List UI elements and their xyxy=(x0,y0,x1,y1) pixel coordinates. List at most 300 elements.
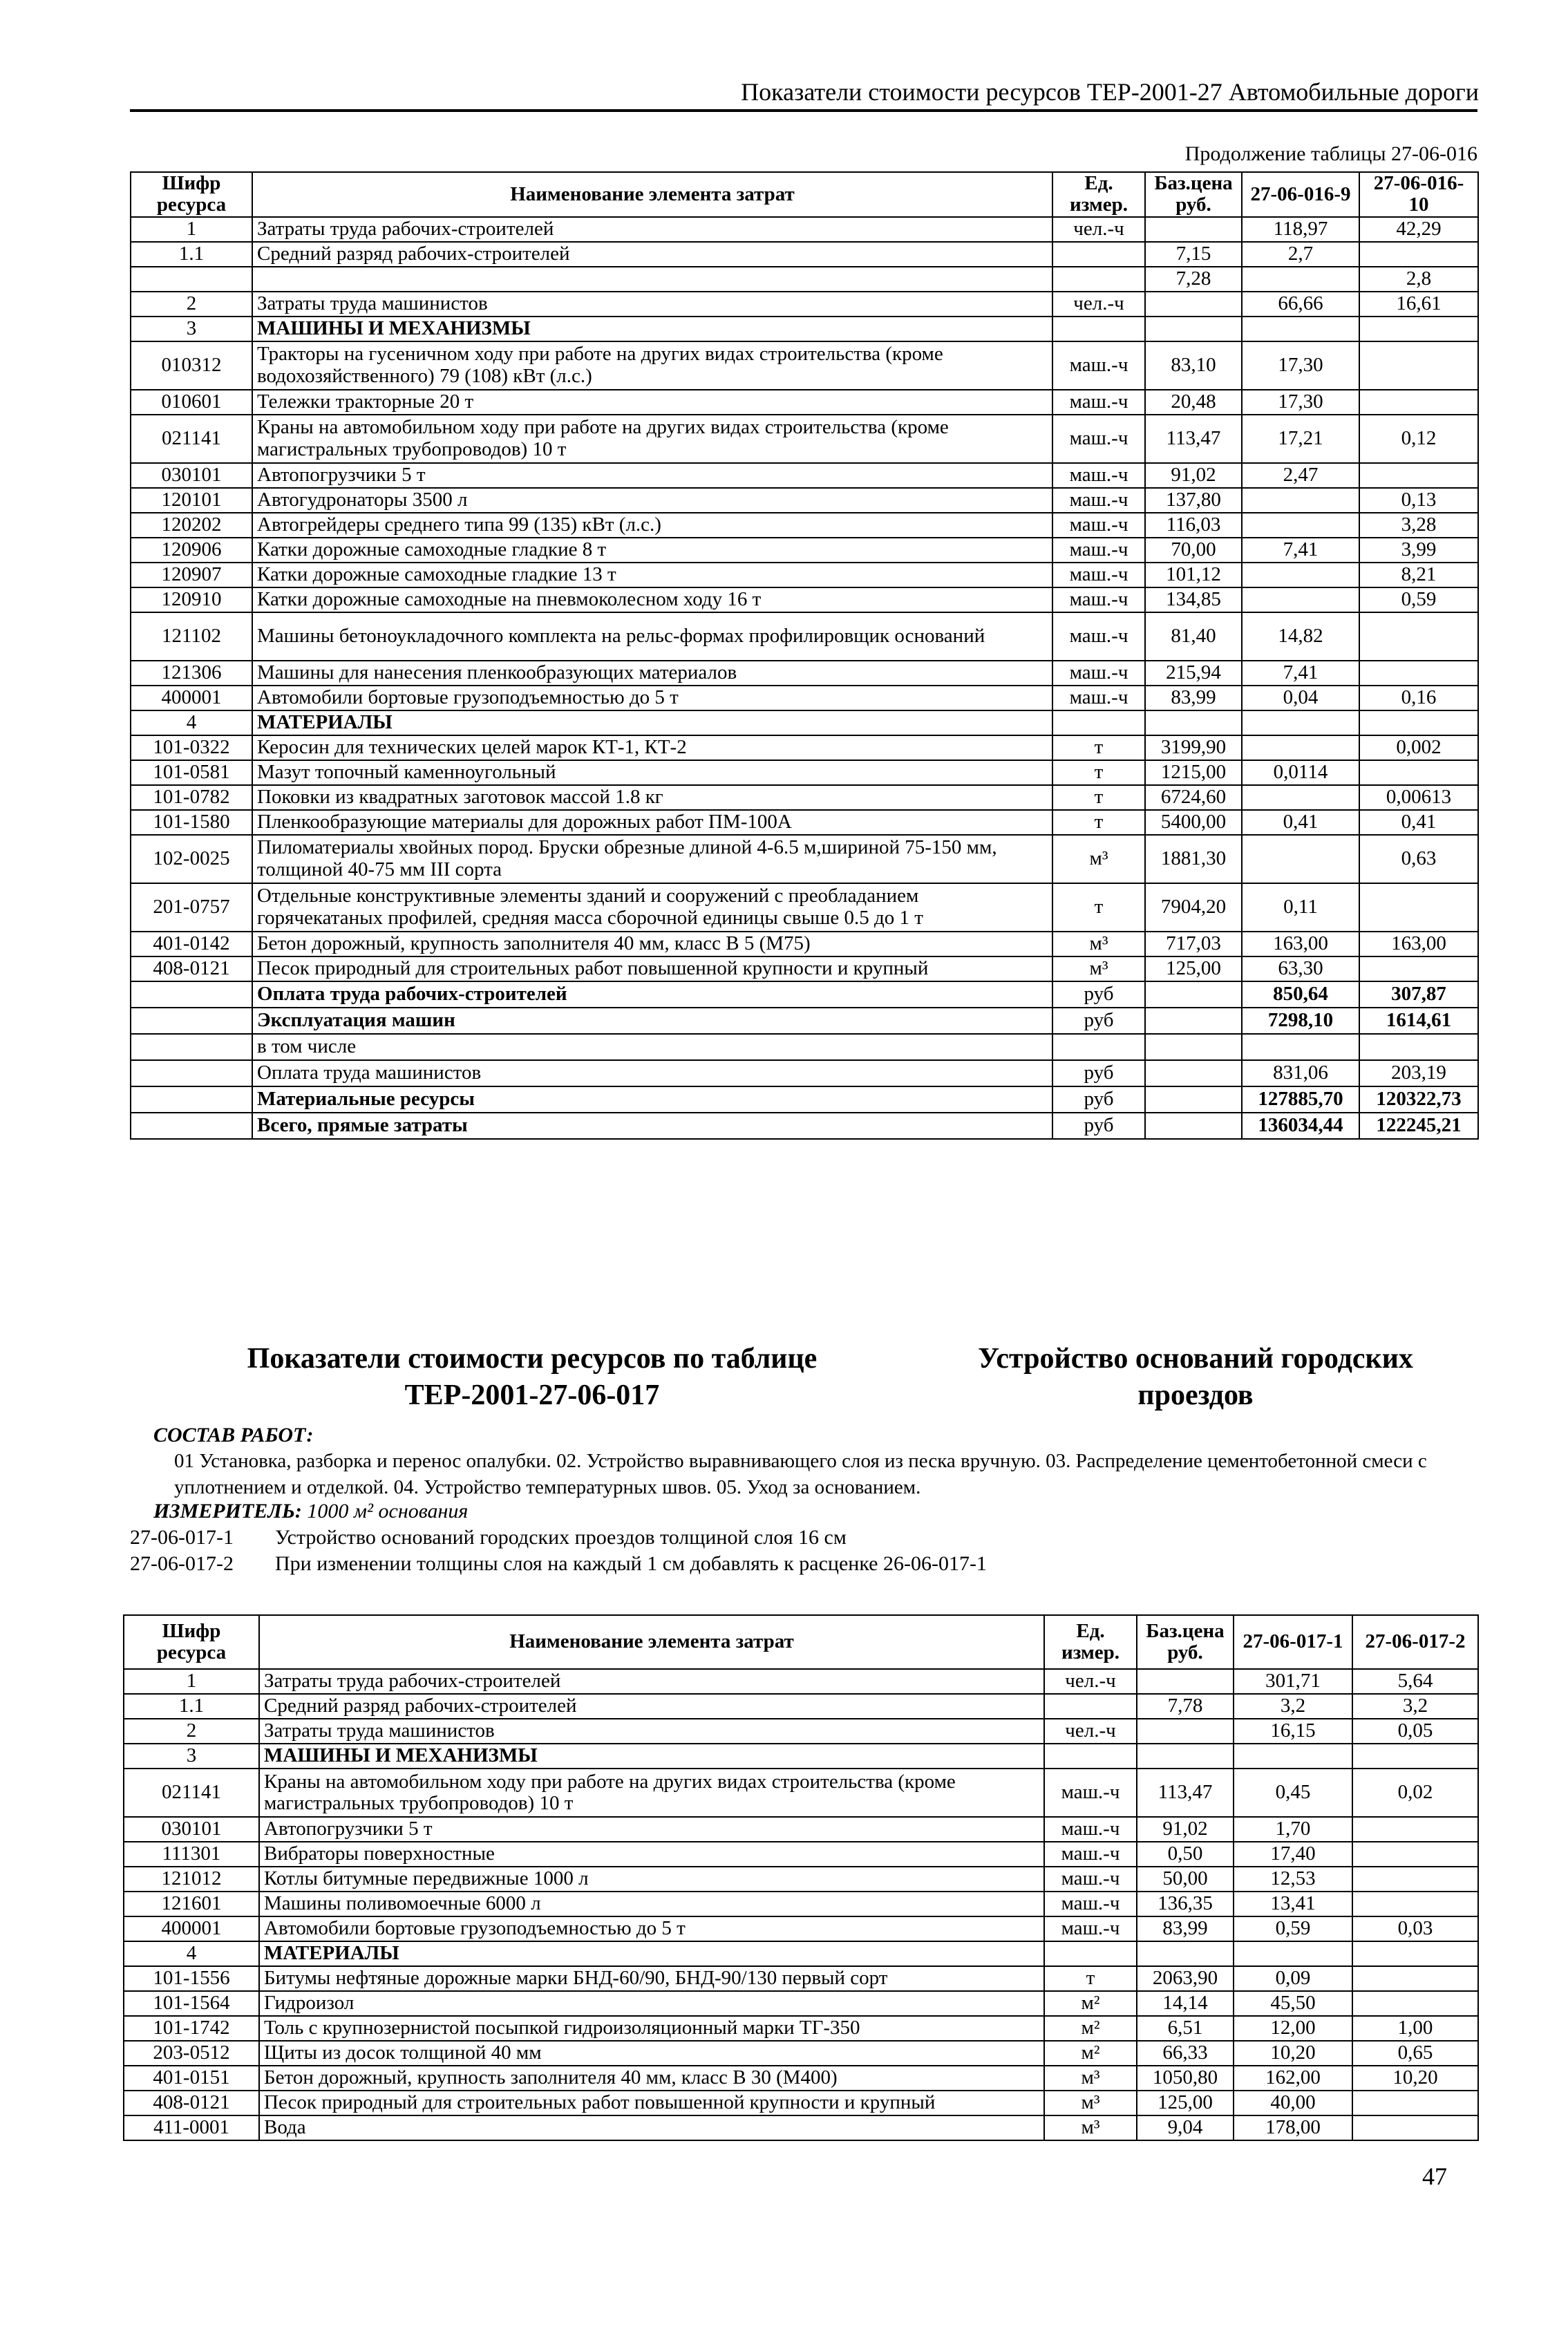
table-row xyxy=(131,513,1478,538)
header-name: Наименование элемента затрат xyxy=(252,172,1052,217)
cell-rate-a xyxy=(1242,710,1359,735)
cell-unit xyxy=(1052,267,1145,292)
cell-name: Катки дорожные самоходные гладкие 13 т xyxy=(252,563,1052,587)
table-row xyxy=(124,1842,1478,1867)
cell-unit xyxy=(1052,317,1145,341)
cell-rate-b: 10,20 xyxy=(1352,2066,1478,2091)
cell-unit: т xyxy=(1044,1966,1137,1991)
page-number: 47 xyxy=(1422,2162,1447,2190)
cell-rate-b xyxy=(1352,1966,1478,1991)
cell-rate-b: 120322,73 xyxy=(1359,1086,1478,1113)
table-row xyxy=(124,1719,1478,1744)
resource-table-27-06-017 xyxy=(123,1614,1479,2141)
cell-rate-b: 2,8 xyxy=(1359,267,1478,292)
measure-line xyxy=(153,1500,468,1523)
cell-base-price: 3199,90 xyxy=(1145,735,1242,760)
table-body xyxy=(124,1669,1478,2140)
cell-rate-a xyxy=(1234,1941,1352,1966)
cell-rate-b: 0,59 xyxy=(1359,587,1478,612)
cell-name: Машины для нанесения пленкообразующих материалов xyxy=(252,661,1052,686)
table-row xyxy=(124,1817,1478,1842)
cell-rate-a: 0,04 xyxy=(1242,686,1359,710)
cell-rate-b xyxy=(1359,317,1478,341)
table-row xyxy=(131,538,1478,563)
cell-rate-a: 136034,44 xyxy=(1242,1113,1359,1139)
cell-code: 021141 xyxy=(131,415,252,463)
cell-base-price: 6,51 xyxy=(1137,2016,1234,2041)
cell-rate-a: 301,71 xyxy=(1234,1669,1352,1694)
header-unit: Ед. измер. xyxy=(1052,172,1145,217)
cell-total-name: Оплата труда рабочих-строителей xyxy=(252,981,1052,1008)
cell-unit: маш.-ч xyxy=(1052,488,1145,513)
cell-unit xyxy=(1052,1034,1145,1060)
cell-code: 401-0151 xyxy=(124,2066,259,2091)
cell-rate-a xyxy=(1242,563,1359,587)
rate-code: 27-06-017-2 xyxy=(130,1552,234,1575)
cell-name: Автомобили бортовые грузоподъемностью до 5 т xyxy=(259,1916,1044,1941)
cell-code: 3 xyxy=(131,317,252,341)
section-subtitle: Устройство оснований городских проездов xyxy=(978,1343,1413,1411)
cell-code: 120907 xyxy=(131,563,252,587)
cell-rate-a: 1,70 xyxy=(1234,1817,1352,1842)
cell-name: Мазут топочный каменноугольный xyxy=(252,760,1052,785)
cell-unit: чел.-ч xyxy=(1052,292,1145,317)
cell-rate-b xyxy=(1352,1867,1478,1892)
cell-rate-b xyxy=(1359,1034,1478,1060)
header-rate-a: 27-06-017-1 xyxy=(1234,1615,1352,1669)
table-row xyxy=(131,415,1478,463)
cell-base-price: 101,12 xyxy=(1145,563,1242,587)
cell-unit: маш.-ч xyxy=(1052,341,1145,390)
cell-rate-b: 8,21 xyxy=(1359,563,1478,587)
cell-code: 1 xyxy=(124,1669,259,1694)
cell-code: 121601 xyxy=(124,1892,259,1916)
table-row xyxy=(131,242,1478,267)
cell-rate-a: 12,00 xyxy=(1234,2016,1352,2041)
cell-unit: руб xyxy=(1052,981,1145,1008)
cell-rate-b: 0,41 xyxy=(1359,810,1478,835)
table-row xyxy=(124,1991,1478,2016)
table-row xyxy=(131,463,1478,488)
header-rate-b: 27-06-017-2 xyxy=(1352,1615,1478,1669)
table-body xyxy=(131,217,1478,981)
cell-name: Щиты из досок толщиной 40 мм xyxy=(259,2041,1044,2066)
cell-base-price: 134,85 xyxy=(1145,587,1242,612)
table-row xyxy=(124,1867,1478,1892)
cell-base-price: 83,10 xyxy=(1145,341,1242,390)
cell-empty xyxy=(131,1008,252,1034)
cell-code: 408-0121 xyxy=(131,956,252,981)
rate-code: 27-06-017-1 xyxy=(130,1526,234,1549)
page-header-title: Показатели стоимости ресурсов ТЕР-2001-27 Автомобильные дороги xyxy=(741,78,1479,106)
cell-code: 030101 xyxy=(131,463,252,488)
cell-base-price: 5400,00 xyxy=(1145,810,1242,835)
cell-code: 4 xyxy=(131,710,252,735)
table-row xyxy=(131,217,1478,242)
cell-unit: маш.-ч xyxy=(1052,415,1145,463)
measure-value: 1000 м² основания xyxy=(307,1500,469,1522)
cell-code: 1 xyxy=(131,217,252,242)
cell-empty xyxy=(1145,1034,1242,1060)
cell-unit xyxy=(1044,1694,1137,1719)
cell-name: Гидроизол xyxy=(259,1991,1044,2016)
cell-base-price: 7904,20 xyxy=(1145,883,1242,932)
cell-base-price: 2063,90 xyxy=(1137,1966,1234,1991)
cell-code: 400001 xyxy=(131,686,252,710)
cell-rate-b: 3,2 xyxy=(1352,1694,1478,1719)
cell-code: 030101 xyxy=(124,1817,259,1842)
cell-rate-a: 17,30 xyxy=(1242,390,1359,415)
cell-rate-b: 3,28 xyxy=(1359,513,1478,538)
cell-rate-a xyxy=(1242,587,1359,612)
table-row xyxy=(124,1669,1478,1694)
cell-name: Автогудронаторы 3500 л xyxy=(252,488,1052,513)
table-row xyxy=(131,317,1478,341)
cell-rate-a: 178,00 xyxy=(1234,2115,1352,2140)
cell-unit: маш.-ч xyxy=(1052,538,1145,563)
cell-unit: маш.-ч xyxy=(1044,1867,1137,1892)
cell-total-name: Всего, прямые затраты xyxy=(252,1113,1052,1139)
cell-rate-a: 3,2 xyxy=(1234,1694,1352,1719)
cell-code: 3 xyxy=(124,1744,259,1769)
cell-rate-a xyxy=(1242,317,1359,341)
cell-name: Затраты труда рабочих-строителей xyxy=(259,1669,1044,1694)
cell-rate-a: 0,59 xyxy=(1234,1916,1352,1941)
cell-rate-a: 16,15 xyxy=(1234,1719,1352,1744)
cell-unit: руб xyxy=(1052,1113,1145,1139)
cell-rate-a xyxy=(1242,735,1359,760)
cell-rate-a: 0,41 xyxy=(1242,810,1359,835)
cell-rate-b: 3,99 xyxy=(1359,538,1478,563)
cell-rate-a: 831,06 xyxy=(1242,1060,1359,1086)
cell-base-price: 113,47 xyxy=(1137,1769,1234,1817)
cell-unit: м³ xyxy=(1044,2091,1137,2115)
cell-base-price: 70,00 xyxy=(1145,538,1242,563)
cell-empty xyxy=(1145,981,1242,1008)
cell-code: 201-0757 xyxy=(131,883,252,932)
cell-code: 400001 xyxy=(124,1916,259,1941)
cell-base-price: 83,99 xyxy=(1145,686,1242,710)
cell-rate-a: 17,40 xyxy=(1234,1842,1352,1867)
table-row xyxy=(131,390,1478,415)
cell-empty xyxy=(131,1086,252,1113)
cell-unit: маш.-ч xyxy=(1052,563,1145,587)
table-row xyxy=(124,1769,1478,1817)
cell-rate-b xyxy=(1352,1991,1478,2016)
cell-rate-a: 0,11 xyxy=(1242,883,1359,932)
cell-rate-a: 0,0114 xyxy=(1242,760,1359,785)
rate-text: При изменении толщины слоя на каждый 1 см добавлять к расценке 26-06-017-1 xyxy=(275,1552,987,1575)
rate-line-2 xyxy=(130,1552,987,1576)
cell-rate-b: 122245,21 xyxy=(1359,1113,1478,1139)
cell-code: 2 xyxy=(131,292,252,317)
cell-rate-b: 0,65 xyxy=(1352,2041,1478,2066)
table-row xyxy=(124,1916,1478,1941)
cell-rate-a xyxy=(1242,1034,1359,1060)
cell-code: 021141 xyxy=(124,1769,259,1817)
cell-name: Толь с крупнозернистой посыпкой гидроизоляционный марки ТГ-350 xyxy=(259,2016,1044,2041)
cell-code: 101-1556 xyxy=(124,1966,259,1991)
cell-name: Автопогрузчики 5 т xyxy=(259,1817,1044,1842)
cell-unit xyxy=(1044,1744,1137,1769)
cell-unit xyxy=(1052,710,1145,735)
header-code: Шифр ресурса xyxy=(124,1615,259,1669)
cell-total-name: Оплата труда машинистов xyxy=(252,1060,1052,1086)
cell-empty xyxy=(131,981,252,1008)
cell-unit: м³ xyxy=(1052,835,1145,883)
table-row xyxy=(131,956,1478,981)
cell-base-price xyxy=(1145,317,1242,341)
cell-unit xyxy=(1052,242,1145,267)
cell-rate-b xyxy=(1352,1842,1478,1867)
cell-total-name: Эксплуатация машин xyxy=(252,1008,1052,1034)
composition-label: СОСТАВ РАБОТ: xyxy=(153,1424,314,1446)
cell-name: МАШИНЫ И МЕХАНИЗМЫ xyxy=(252,317,1052,341)
cell-rate-a: 17,21 xyxy=(1242,415,1359,463)
cell-code: 1.1 xyxy=(124,1694,259,1719)
table-row xyxy=(131,267,1478,292)
cell-unit: м³ xyxy=(1044,2066,1137,2091)
cell-name: Песок природный для строительных работ повышенной крупности и крупный xyxy=(252,956,1052,981)
cell-name: МАТЕРИАЛЫ xyxy=(252,710,1052,735)
cell-unit: м² xyxy=(1044,1991,1137,2016)
cell-rate-a xyxy=(1242,488,1359,513)
header-rate-b: 27-06-016-10 xyxy=(1359,172,1478,217)
cell-rate-b: 5,64 xyxy=(1352,1669,1478,1694)
cell-name: Автогрейдеры среднего типа 99 (135) кВт (л.с.) xyxy=(252,513,1052,538)
table-totals xyxy=(131,981,1478,1139)
cell-rate-a: 2,47 xyxy=(1242,463,1359,488)
cell-unit: маш.-ч xyxy=(1044,1842,1137,1867)
cell-name: Средний разряд рабочих-строителей xyxy=(259,1694,1044,1719)
cell-code: 2 xyxy=(124,1719,259,1744)
cell-code: 102-0025 xyxy=(131,835,252,883)
cell-name xyxy=(252,267,1052,292)
cell-name: Краны на автомобильном ходу при работе на других видах строительства (кроме магистральных трубопроводов) 10 т xyxy=(259,1769,1044,1817)
cell-base-price xyxy=(1145,292,1242,317)
table-row xyxy=(131,785,1478,810)
cell-unit: маш.-ч xyxy=(1044,1817,1137,1842)
cell-rate-b: 307,87 xyxy=(1359,981,1478,1008)
cell-base-price: 7,15 xyxy=(1145,242,1242,267)
cell-base-price xyxy=(1137,1669,1234,1694)
cell-name: Затраты труда рабочих-строителей xyxy=(252,217,1052,242)
cell-name: Керосин для технических целей марок КТ-1, КТ-2 xyxy=(252,735,1052,760)
cell-rate-a: 127885,70 xyxy=(1242,1086,1359,1113)
cell-base-price: 125,00 xyxy=(1145,956,1242,981)
table-row xyxy=(131,563,1478,587)
header-code: Шифр ресурса xyxy=(131,172,252,217)
cell-rate-b xyxy=(1359,612,1478,661)
cell-total-name: в том числе xyxy=(252,1034,1052,1060)
table-row xyxy=(131,810,1478,835)
cell-rate-b xyxy=(1352,1892,1478,1916)
cell-rate-a: 45,50 xyxy=(1234,1991,1352,2016)
cell-rate-b xyxy=(1359,883,1478,932)
cell-rate-b: 0,05 xyxy=(1352,1719,1478,1744)
cell-rate-a: 12,53 xyxy=(1234,1867,1352,1892)
cell-rate-b xyxy=(1352,2091,1478,2115)
cell-rate-b: 203,19 xyxy=(1359,1060,1478,1086)
cell-unit: т xyxy=(1052,810,1145,835)
cell-rate-b xyxy=(1352,1744,1478,1769)
composition-text: 01 Установка, разборка и перенос опалубки. 02. Устройство выравнивающего слоя из песка вручную. 03. Распределение цементобетонной смеси с уплотнением и отделкой. 04. Устройство температурных швов. 05. Уход за основанием. xyxy=(174,1450,1427,1498)
cell-base-price: 113,47 xyxy=(1145,415,1242,463)
cell-unit: чел.-ч xyxy=(1052,217,1145,242)
cell-unit: маш.-ч xyxy=(1052,587,1145,612)
cell-rate-b: 0,16 xyxy=(1359,686,1478,710)
cell-base-price: 91,02 xyxy=(1145,463,1242,488)
cell-unit: т xyxy=(1052,785,1145,810)
cell-unit: м³ xyxy=(1044,2115,1137,2140)
table-row xyxy=(124,1892,1478,1916)
table-row xyxy=(131,710,1478,735)
cell-unit xyxy=(1044,1941,1137,1966)
cell-base-price: 50,00 xyxy=(1137,1867,1234,1892)
cell-rate-b: 42,29 xyxy=(1359,217,1478,242)
cell-code: 010312 xyxy=(131,341,252,390)
totals-row xyxy=(131,1086,1478,1113)
table-row xyxy=(131,883,1478,932)
cell-empty xyxy=(131,1060,252,1086)
cell-rate-a xyxy=(1242,785,1359,810)
cell-name: Отдельные конструктивные элементы зданий и сооружений с преобладанием горячекатаных профилей, средняя масса сборочной единицы свыше 0.5 до 1 т xyxy=(252,883,1052,932)
cell-name: Бетон дорожный, крупность заполнителя 40 мм, класс В 5 (М75) xyxy=(252,932,1052,956)
cell-code: 4 xyxy=(124,1941,259,1966)
cell-rate-a xyxy=(1242,835,1359,883)
table-row xyxy=(124,2091,1478,2115)
cell-empty xyxy=(1145,1086,1242,1113)
cell-rate-b: 0,02 xyxy=(1352,1769,1478,1817)
table-row xyxy=(124,2066,1478,2091)
cell-base-price: 7,78 xyxy=(1137,1694,1234,1719)
cell-rate-b xyxy=(1352,1817,1478,1842)
cell-code: 408-0121 xyxy=(124,2091,259,2115)
header-unit: Ед. измер. xyxy=(1044,1615,1137,1669)
cell-rate-a: 0,09 xyxy=(1234,1966,1352,1991)
cell-code: 120906 xyxy=(131,538,252,563)
cell-rate-a: 850,64 xyxy=(1242,981,1359,1008)
header-base-price: Баз.цена руб. xyxy=(1145,172,1242,217)
cell-unit: м² xyxy=(1044,2016,1137,2041)
cell-rate-a: 7,41 xyxy=(1242,661,1359,686)
cell-unit: маш.-ч xyxy=(1044,1916,1137,1941)
table-row xyxy=(131,612,1478,661)
table-continuation-label: Продолжение таблицы 27-06-016 xyxy=(1184,142,1477,165)
table-header-row xyxy=(131,172,1478,217)
cell-code: 203-0512 xyxy=(124,2041,259,2066)
cell-rate-a: 162,00 xyxy=(1234,2066,1352,2091)
cell-code: 101-1580 xyxy=(131,810,252,835)
cell-rate-b: 0,03 xyxy=(1352,1916,1478,1941)
cell-name: Пиломатериалы хвойных пород. Бруски обрезные длиной 4-6.5 м,шириной 75-150 мм, толщиной 40-75 мм III сорта xyxy=(252,835,1052,883)
rate-line-1 xyxy=(130,1526,847,1549)
header-rule xyxy=(130,109,1477,112)
table-row xyxy=(131,341,1478,390)
cell-rate-b: 163,00 xyxy=(1359,932,1478,956)
cell-rate-b xyxy=(1352,2115,1478,2140)
cell-base-price: 215,94 xyxy=(1145,661,1242,686)
table-row xyxy=(124,2115,1478,2140)
table-row xyxy=(124,2041,1478,2066)
cell-name: Тележки тракторные 20 т xyxy=(252,390,1052,415)
cell-rate-a: 10,20 xyxy=(1234,2041,1352,2066)
cell-name: Вода xyxy=(259,2115,1044,2140)
table-row xyxy=(124,2016,1478,2041)
cell-code: 120101 xyxy=(131,488,252,513)
cell-code: 121102 xyxy=(131,612,252,661)
cell-rate-b xyxy=(1359,341,1478,390)
cell-base-price: 20,48 xyxy=(1145,390,1242,415)
cell-base-price: 717,03 xyxy=(1145,932,1242,956)
cell-rate-a: 40,00 xyxy=(1234,2091,1352,2115)
rate-text: Устройство оснований городских проездов толщиной слоя 16 см xyxy=(275,1526,847,1549)
table-row xyxy=(131,735,1478,760)
cell-name: Машины поливомоечные 6000 л xyxy=(259,1892,1044,1916)
cell-unit: руб xyxy=(1052,1086,1145,1113)
cell-code: 121012 xyxy=(124,1867,259,1892)
cell-rate-b xyxy=(1359,661,1478,686)
cell-rate-b: 1,00 xyxy=(1352,2016,1478,2041)
cell-name: Затраты труда машинистов xyxy=(259,1719,1044,1744)
cell-base-price: 116,03 xyxy=(1145,513,1242,538)
cell-unit: м³ xyxy=(1052,932,1145,956)
cell-code: 010601 xyxy=(131,390,252,415)
cell-rate-b xyxy=(1359,956,1478,981)
table-row xyxy=(131,488,1478,513)
cell-name: Краны на автомобильном ходу при работе на других видах строительства (кроме магистральных трубопроводов) 10 т xyxy=(252,415,1052,463)
cell-code: 411-0001 xyxy=(124,2115,259,2140)
cell-unit: маш.-ч xyxy=(1052,686,1145,710)
cell-base-price: 6724,60 xyxy=(1145,785,1242,810)
cell-code: 1.1 xyxy=(131,242,252,267)
cell-base-price xyxy=(1137,1941,1234,1966)
cell-unit: чел.-ч xyxy=(1044,1719,1137,1744)
cell-name: МАШИНЫ И МЕХАНИЗМЫ xyxy=(259,1744,1044,1769)
cell-rate-b xyxy=(1359,242,1478,267)
cell-name: Песок природный для строительных работ повышенной крупности и крупный xyxy=(259,2091,1044,2115)
cell-unit: маш.-ч xyxy=(1052,612,1145,661)
cell-base-price: 91,02 xyxy=(1137,1817,1234,1842)
cell-name: Пленкообразующие материалы для дорожных работ ПМ-100А xyxy=(252,810,1052,835)
cell-rate-b: 0,13 xyxy=(1359,488,1478,513)
table-row xyxy=(131,686,1478,710)
cell-unit: маш.-ч xyxy=(1052,513,1145,538)
cell-base-price: 7,28 xyxy=(1145,267,1242,292)
cell-code: 401-0142 xyxy=(131,932,252,956)
cell-unit: руб xyxy=(1052,1008,1145,1034)
cell-total-name: Материальные ресурсы xyxy=(252,1086,1052,1113)
cell-base-price: 0,50 xyxy=(1137,1842,1234,1867)
table-row xyxy=(124,1941,1478,1966)
cell-rate-a: 17,30 xyxy=(1242,341,1359,390)
cell-rate-b xyxy=(1359,390,1478,415)
totals-row xyxy=(131,981,1478,1008)
cell-rate-b xyxy=(1359,710,1478,735)
cell-unit: маш.-ч xyxy=(1052,463,1145,488)
cell-code: 120910 xyxy=(131,587,252,612)
cell-unit: маш.-ч xyxy=(1052,390,1145,415)
cell-rate-a: 0,45 xyxy=(1234,1769,1352,1817)
cell-base-price xyxy=(1145,217,1242,242)
cell-empty xyxy=(131,1034,252,1060)
cell-rate-b xyxy=(1352,1941,1478,1966)
cell-empty xyxy=(1145,1113,1242,1139)
cell-empty xyxy=(1145,1008,1242,1034)
cell-base-price: 83,99 xyxy=(1137,1916,1234,1941)
cell-unit: руб xyxy=(1052,1060,1145,1086)
cell-name: Битумы нефтяные дорожные марки БНД-60/90, БНД-90/130 первый сорт xyxy=(259,1966,1044,1991)
